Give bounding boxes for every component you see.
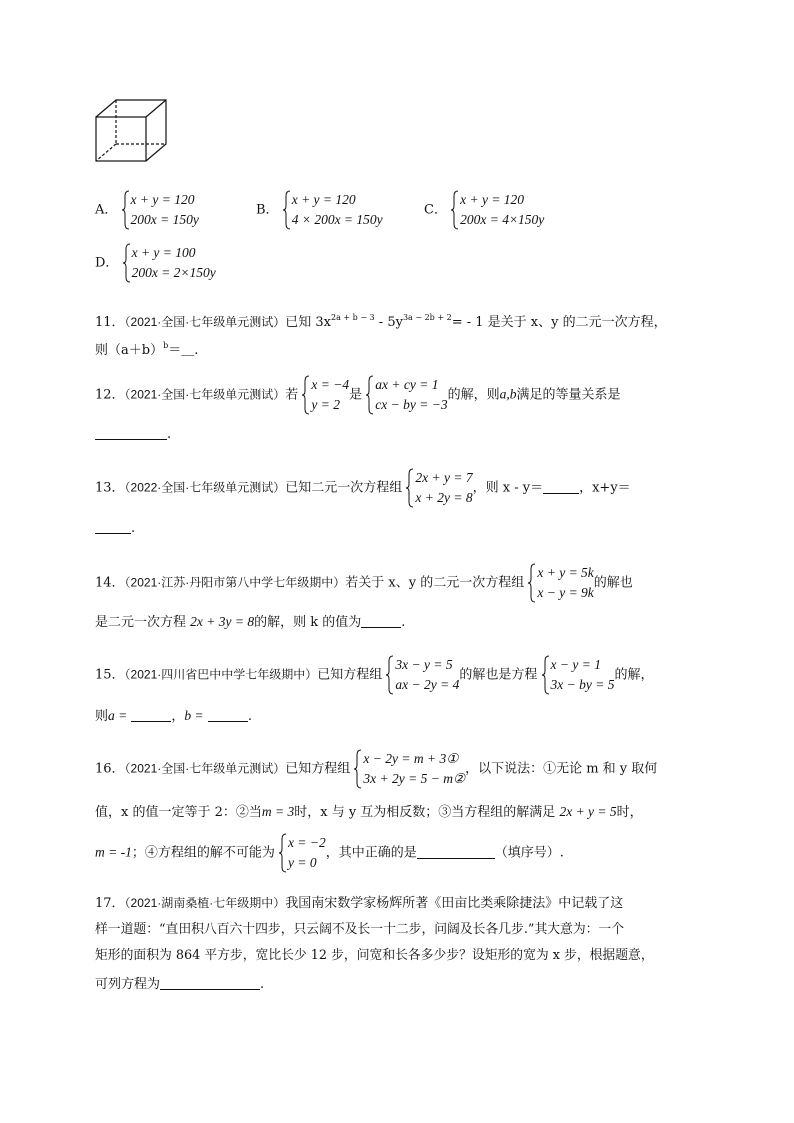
- q15-second-system: x − y = 1 3x − by = 5: [542, 655, 615, 695]
- question-17-line1: 17．（2021·湖南桑植·七年级期中）我国南宋数学家杨辉所著《田亩比类乘除捷法》中记载了这: [95, 896, 624, 911]
- question-number: 12．: [95, 387, 125, 403]
- answer-blank[interactable]: [417, 846, 495, 859]
- question-16-line2: 值，x 的值一定等于 2：②当m = 3时，x 与 y 互为相反数；③当方程组的解满足 2x + y = 5时，: [95, 804, 643, 820]
- option-c-system: x + y = 120 200x = 4×150y: [451, 190, 544, 230]
- answer-blank[interactable]: [543, 481, 579, 494]
- option-d-label: D．: [95, 255, 119, 271]
- option-d[interactable]: [95, 243, 216, 283]
- answer-blank[interactable]: [160, 977, 260, 990]
- question-source: （2021·江苏·丹阳市第八中学七年级期中）: [124, 575, 346, 590]
- question-17-line3: 矩形的面积为 864 平方步，宽比长少 12 步，问宽和长各多少步？设矩形的宽为 x 步，根据题意，: [95, 948, 654, 963]
- question-14-line1: 14．（2021·江苏·丹阳市第八中学七年级期中）若关于 x、y 的二元一次方程组 x + y = 5k x − y = 9k 的解也: [95, 563, 633, 603]
- question-15-line1: 15．（2021·四川省巴中中学七年级期中）已知方程组 3x − y = 5 ax − 2y = 4 的解也是方程 x − y = 1 3x − by = 5 的解，: [95, 655, 654, 695]
- question-source: （2022·全国·七年级单元测试）: [124, 480, 286, 495]
- question-17-line4: 可列方程为 .: [95, 977, 265, 992]
- answer-blank[interactable]: [131, 709, 171, 722]
- question-source: （2021·全国·七年级单元测试）: [124, 387, 286, 402]
- answer-blank[interactable]: [208, 709, 248, 722]
- question-number: 17．: [95, 896, 125, 911]
- q12-solution-system: x = −4 y = 2: [302, 375, 349, 415]
- q16-equation-system: x − 2y = m + 3① 3x + 2y = 5 − m②: [354, 749, 465, 789]
- option-b[interactable]: [256, 190, 383, 230]
- question-15-line2: 则a = ，b = .: [95, 708, 252, 724]
- question-16-line1: 16．（2021·全国·七年级单元测试）已知方程组 x − 2y = m + 3① 3x + 2y = 5 − m② ，以下说法：①无论 m 和 y 取何: [95, 749, 657, 789]
- question-16-line3: m = -1；④方程组的解不可能为 x = −2 y = 0 ，其中正确的是 （填序号）.: [95, 833, 564, 873]
- question-source: （2021·湖南桑植·七年级期中）: [124, 896, 286, 910]
- question-12-line2: .: [95, 427, 171, 442]
- answer-blank[interactable]: [95, 427, 167, 440]
- q12-equation-system: ax + cy = 1 cx − by = −3: [366, 375, 447, 415]
- question-number: 15．: [95, 667, 125, 683]
- answer-blank[interactable]: ＝＿.: [168, 343, 199, 358]
- question-number: 11．: [95, 315, 125, 330]
- option-a-label: A．: [95, 202, 118, 218]
- q13-equation-system: 2x + y = 7 x + 2y = 8: [406, 468, 472, 508]
- option-b-system: x + y = 120 4 × 200x = 150y: [283, 190, 383, 230]
- question-17-line2: 样一道题：“直田积八百六十四步，只云阔不及长一十二步，问阔及长各几步.”其大意为：一个: [95, 922, 625, 937]
- q16-solution-system: x = −2 y = 0: [279, 833, 326, 873]
- question-11-line2: 则$(a+b)^b=\_$.: [95, 341, 199, 358]
- question-number: 14．: [95, 575, 125, 591]
- question-13-line2: .: [95, 521, 135, 536]
- option-d-system: x + y = 100 200x = 2×150y: [123, 243, 216, 283]
- question-number: 13．: [95, 480, 125, 496]
- option-a[interactable]: [95, 190, 199, 230]
- cube-top-right-edge: [146, 100, 166, 117]
- q15-first-system: 3x − y = 5 ax − 2y = 4: [386, 655, 459, 695]
- option-c-label: C．: [424, 202, 447, 218]
- question-14-line2: 是二元一次方程 2x + 3y = 8的解，则 k 的值为 .: [95, 614, 406, 630]
- question-13-line1: 13．（2022·全国·七年级单元测试）已知二元一次方程组 2x + y = 7 x + 2y = 8 ，则 x - y＝ ，x+y＝: [95, 468, 631, 508]
- question-source: （2021·四川省巴中中学七年级期中）: [124, 667, 318, 682]
- q14-equation-system: x + y = 5k x − y = 9k: [528, 563, 593, 603]
- option-b-label: B．: [256, 202, 279, 218]
- question-source: （2021·全国·七年级单元测试）: [124, 315, 286, 329]
- question-11-line1: 11．（2021·全国·七年级单元测试）已知 $3x^{2a + b - 3} - 5y^{3a - 2b + 2}= - 1$ 是关于 x、y 的二元一次方程，: [95, 313, 667, 330]
- option-c[interactable]: [424, 190, 544, 230]
- cube-figure: [94, 98, 170, 164]
- answer-blank[interactable]: [95, 521, 131, 534]
- question-12-line1: 12．（2021·全国·七年级单元测试）若 x = −4 y = 2 是 ax + cy = 1 cx − by = −3 的解，则a,b满足的等量关系是: [95, 375, 621, 415]
- option-a-system: x + y = 120 200x = 150y: [122, 190, 199, 230]
- question-number: 16．: [95, 761, 125, 777]
- question-source: （2021·全国·七年级单元测试）: [124, 761, 286, 776]
- answer-blank[interactable]: [361, 615, 401, 628]
